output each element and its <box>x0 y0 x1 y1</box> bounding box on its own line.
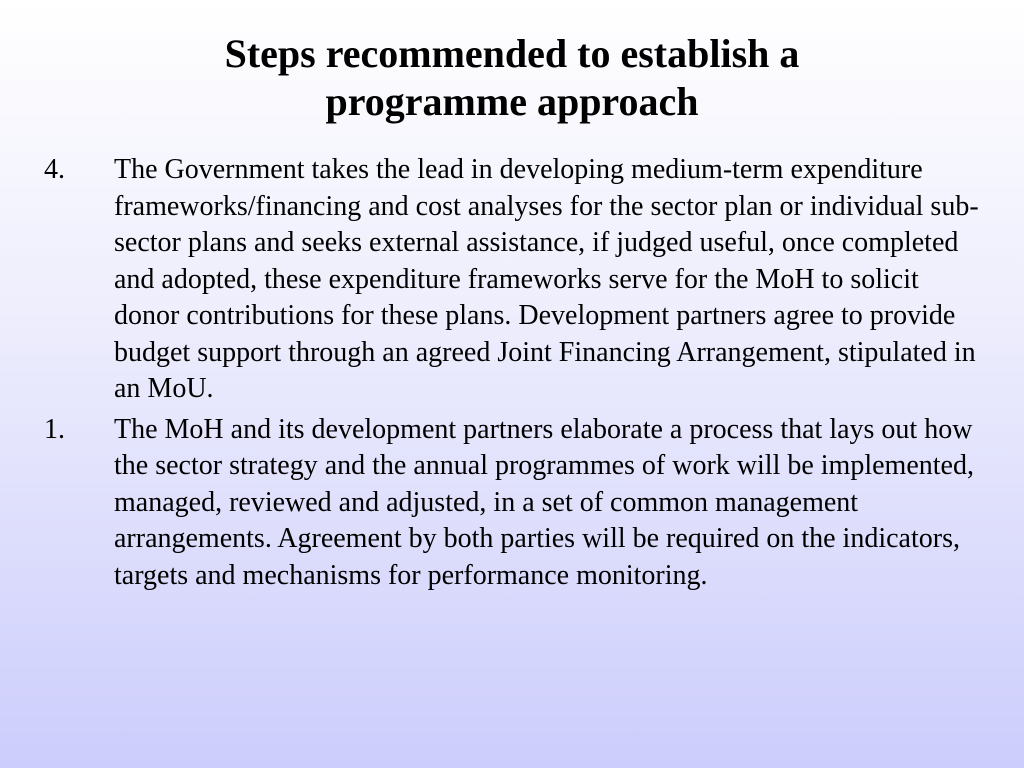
slide-title-line-2: programme approach <box>325 79 699 124</box>
step-number: 1. <box>44 413 65 445</box>
step-item-1 <box>42 412 982 595</box>
step-item-4 <box>42 152 982 408</box>
step-text: The Government takes the lead in developing medium-term expenditure frameworks/financing and cost analyses for the sector plan or individual sub-sector plans and seeks external assistance, if judged useful, once completed and adopted, these expenditure frameworks serve for the MoH to solicit donor contributions for these plans. Development partners agree to provide budget support through an agreed Joint Financing Arrangement, stipulated in an MoU. <box>114 154 979 404</box>
step-list <box>42 152 982 594</box>
slide-title <box>100 30 924 126</box>
slide-title-line-1: Steps recommended to establish a <box>224 31 800 76</box>
step-text: The MoH and its development partners elaborate a process that lays out how the sector strategy and the annual programmes of work will be implemented, managed, reviewed and adjusted, in a set of common management arrangements. Agreement by both parties will be required on the indicators, targets and mechanisms for performance monitoring. <box>114 413 974 591</box>
step-number: 4. <box>44 154 65 185</box>
